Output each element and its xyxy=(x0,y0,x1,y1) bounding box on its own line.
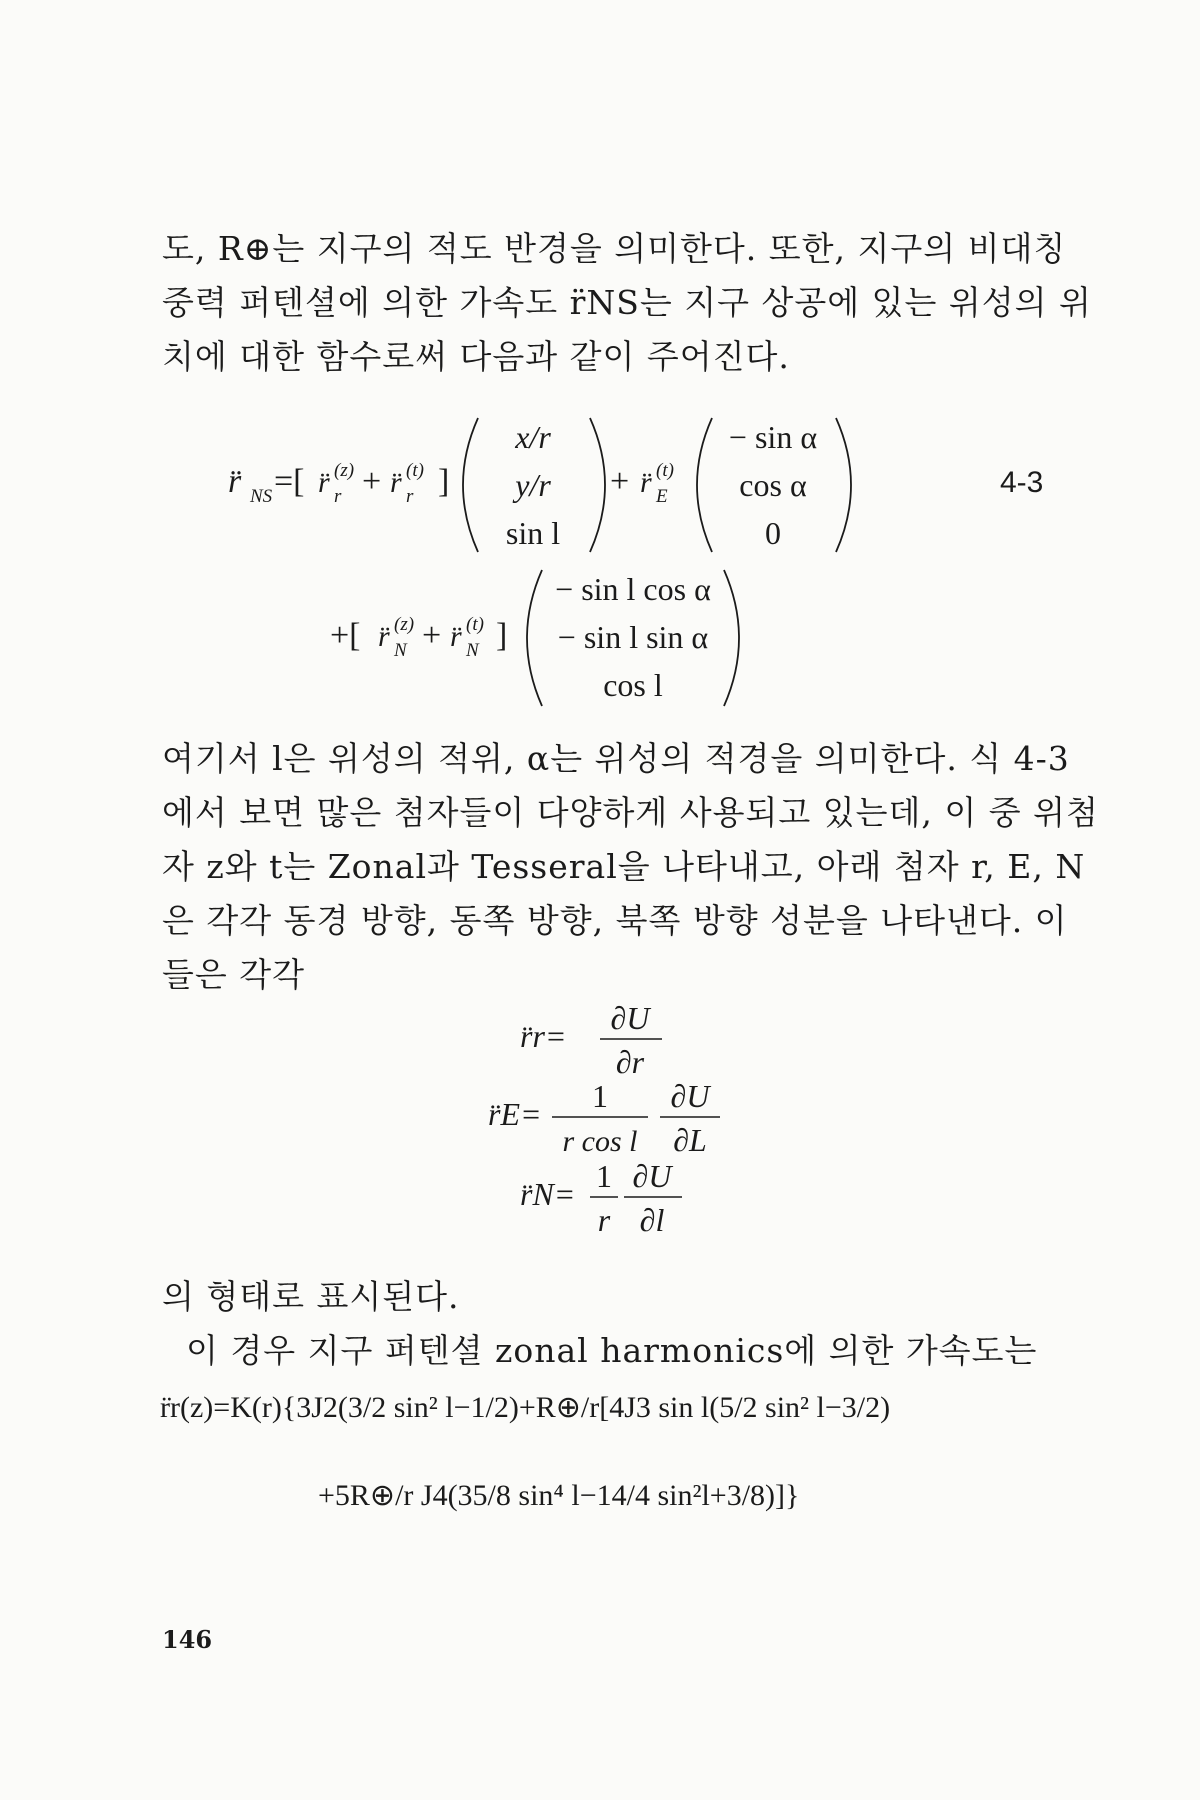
svg-text:N: N xyxy=(466,640,479,661)
grad-n-den1: r xyxy=(597,1202,611,1238)
equation-number: 4-3 xyxy=(1000,466,1044,499)
svg-text:+[: +[ xyxy=(330,617,361,654)
grad-r-lhs: r̈r= xyxy=(520,1018,567,1054)
vec1-row-1: x/r xyxy=(515,419,551,455)
svg-text:N: N xyxy=(394,640,407,661)
zonal-equation-line-1: r̈r(z)=K(r){3J2(3/2 sin² l−1/2)+R⊕/r[4J3 sin l(5/2 sin² l−3/2) xyxy=(160,1391,891,1424)
grad-e-den2: ∂L xyxy=(673,1122,707,1158)
svg-text:(t): (t) xyxy=(406,460,424,481)
grad-e-num1: 1 xyxy=(592,1078,608,1114)
svg-text:]: ] xyxy=(438,463,450,500)
paragraph-3-line-2: 이 경우 지구 퍼텐셜 zonal harmonics에 의한 가속도는 xyxy=(186,1331,1038,1370)
equation-4-3-lhs: r̈ xyxy=(228,463,242,500)
grad-e-num2: ∂U xyxy=(670,1078,710,1114)
svg-text:r̈: r̈ xyxy=(640,466,652,499)
equation-4-3 xyxy=(0,410,1200,710)
vec2-row-3: 0 xyxy=(765,515,781,551)
grad-n-lhs: r̈N= xyxy=(520,1176,576,1212)
vec3-row-2: − sin l sin α xyxy=(557,619,709,655)
vec3-row-3: cos l xyxy=(603,667,663,703)
svg-text:r̈: r̈ xyxy=(450,620,462,653)
vec3-row-1: − sin l cos α xyxy=(555,571,711,607)
svg-text:]: ] xyxy=(496,617,508,654)
grad-r-num: ∂U xyxy=(610,1000,650,1036)
svg-text:(t): (t) xyxy=(466,614,484,635)
paragraph-2 xyxy=(162,732,1099,1002)
vec2-row-2: cos α xyxy=(739,467,807,503)
paragraph-2-line-2: 에서 보면 많은 첨자들이 다양하게 사용되고 있는데, 이 중 위첨 xyxy=(162,793,1099,832)
grad-r-den: ∂r xyxy=(615,1044,645,1080)
svg-text:+: + xyxy=(610,463,630,500)
grad-n-num1: 1 xyxy=(596,1158,612,1194)
paragraph-2-line-4: 은 각각 동경 방향, 동쪽 방향, 북쪽 방향 성분을 나타낸다. 이 xyxy=(162,901,1068,940)
svg-text:(z): (z) xyxy=(394,614,415,635)
svg-text:(z): (z) xyxy=(334,460,355,481)
paragraph-1-line-3: 치에 대한 함수로써 다음과 같이 주어진다. xyxy=(162,337,790,376)
page-number: 146 xyxy=(162,1625,213,1654)
paragraph-1 xyxy=(162,222,1092,384)
grad-n-num2: ∂U xyxy=(632,1158,672,1194)
svg-text:r̈: r̈ xyxy=(390,466,402,499)
vec1-row-2: y/r xyxy=(515,467,551,503)
svg-text:+: + xyxy=(362,463,382,500)
grad-n-den2: ∂l xyxy=(639,1202,665,1238)
svg-text:E: E xyxy=(656,486,668,507)
paragraph-2-line-5: 들은 각각 xyxy=(162,955,306,994)
svg-text:r̈: r̈ xyxy=(378,620,390,653)
svg-text:+: + xyxy=(422,617,442,654)
gradient-equations xyxy=(0,995,1200,1255)
svg-text:=[: =[ xyxy=(274,463,305,500)
grad-e-lhs: r̈E= xyxy=(488,1096,542,1132)
paragraph-3 xyxy=(162,1270,1062,1378)
vec2-row-1: − sin α xyxy=(728,419,818,455)
svg-text:r: r xyxy=(406,486,414,507)
svg-text:r: r xyxy=(334,486,342,507)
svg-text:r̈: r̈ xyxy=(318,466,330,499)
zonal-equation-line-2: +5R⊕/r J4(35/8 sin⁴ l−14/4 sin²l+3/8)]} xyxy=(318,1479,800,1512)
svg-text:(t): (t) xyxy=(656,460,674,481)
paragraph-2-line-3: 자 z와 t는 Zonal과 Tesseral을 나타내고, 아래 첨자 r, E, N xyxy=(162,847,1086,886)
svg-text:NS: NS xyxy=(250,486,273,507)
paragraph-2-line-1: 여기서 l은 위성의 적위, α는 위성의 적경을 의미한다. 식 4-3 xyxy=(162,739,1070,778)
grad-e-den1: r cos l xyxy=(562,1125,638,1158)
paragraph-3-line-1: 의 형태로 표시된다. xyxy=(162,1277,460,1316)
vec1-row-3: sin l xyxy=(505,515,561,551)
paragraph-1-line-2: 중력 퍼텐셜에 의한 가속도 r̈NS는 지구 상공에 있는 위성의 위 xyxy=(162,283,1092,322)
paragraph-1-line-1: 도, R⊕는 지구의 적도 반경을 의미한다. 또한, 지구의 비대칭 xyxy=(162,229,1067,268)
